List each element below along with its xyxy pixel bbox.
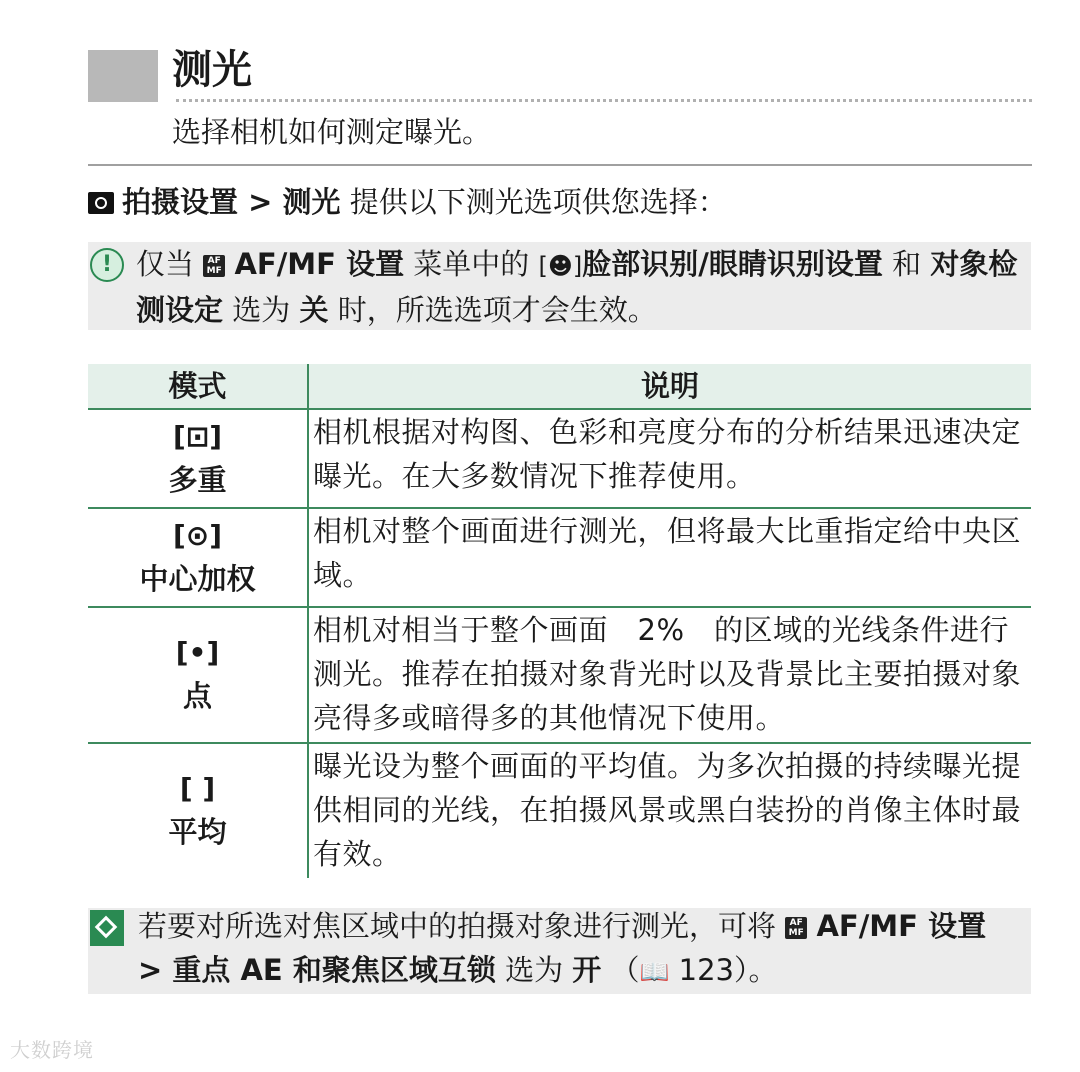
caution-box: [88, 242, 1031, 330]
table-row: [88, 608, 1031, 744]
camera-icon: [88, 192, 114, 214]
mode-name: 多重: [168, 462, 227, 497]
caution-menu-af: AF/MF 设置: [234, 247, 405, 281]
page-title: 测光: [172, 47, 252, 93]
page-subtitle: 选择相机如何测定曝光。: [172, 115, 492, 149]
af-mf-menu-icon: AF MF: [203, 255, 225, 277]
exclamation-circle-icon: !: [90, 248, 124, 282]
note-ref-open: （: [610, 953, 640, 987]
table-row: [88, 744, 1031, 878]
diamond-note-icon: [90, 910, 124, 946]
mode-cell: [88, 410, 309, 507]
caution-mid1: 菜单中的: [413, 247, 530, 281]
mode-description: 曝光设为整个画面的平均值。为多次拍摄的持续曝光提供相同的光线，在拍摄风景或黑白装扮的肖像主体时最有效。: [313, 749, 1022, 871]
center-weighted-icon: [⊙]: [172, 518, 223, 552]
note-menu-path: AF/MF 设置 > 重点 AE 和聚焦区域互锁: [138, 909, 987, 987]
note-on: 开: [572, 953, 602, 987]
page-reference-link[interactable]: 123: [678, 953, 735, 987]
caution-subject-detect: 对象检测设定: [136, 247, 1018, 327]
mode-description: 相机根据对构图、色彩和亮度分布的分析结果迅速决定曝光。在大多数情况下推荐使用。: [313, 415, 1022, 493]
section-marker: [88, 50, 158, 102]
face-detect-icon: [☻]: [538, 252, 583, 280]
table-header-row: [88, 364, 1031, 410]
intro-menu-path: 拍摄设置 > 测光: [122, 185, 341, 219]
caution-prefix: 仅当: [136, 247, 195, 281]
intro-text: 提供以下测光选项供您选择：: [349, 185, 727, 219]
mode-name: 点: [182, 679, 212, 713]
note-box: [88, 908, 1031, 994]
average-metering-icon: [ ]: [179, 772, 216, 805]
table-row: [88, 410, 1031, 509]
mode-name: 中心加权: [139, 561, 256, 596]
mode-description: 相机对相当于整个画面 2% 的区域的光线条件进行测光。推荐在拍摄对象背光时以及背景比主要拍摄对象亮得多或暗得多的其他情况下使用。: [313, 613, 1022, 735]
multi-metering-icon: [⊡]: [172, 419, 223, 453]
caution-off: 关: [299, 293, 329, 327]
caution-suffix: 时，所选选项才会生效。: [337, 293, 657, 327]
section-divider: [88, 164, 1032, 166]
mode-name: 平均: [168, 815, 227, 849]
watermark: 大数跨境: [10, 1038, 94, 1062]
metering-modes-table: [88, 364, 1031, 878]
mode-cell: [88, 608, 309, 742]
caution-text: [136, 242, 1026, 332]
table-row: [88, 509, 1031, 608]
note-text: [138, 904, 1018, 994]
spot-metering-icon: [•]: [175, 636, 220, 669]
mode-cell: [88, 509, 309, 606]
caution-and: 和: [892, 247, 922, 281]
mode-cell: [88, 744, 309, 878]
title-dotted-divider: [176, 99, 1032, 102]
mode-description: 相机对整个画面进行测光，但将最大比重指定给中央区域。: [313, 514, 1022, 592]
note-mid: 选为: [505, 953, 564, 987]
intro-paragraph: [88, 180, 727, 224]
note-prefix: 若要对所选对焦区域中的拍摄对象进行测光，可将: [138, 909, 777, 943]
header-mode: 模式: [88, 364, 309, 408]
caution-face-setting: 脸部识别/眼睛识别设置: [582, 247, 883, 281]
header-description: 说明: [640, 369, 699, 403]
caution-mid2: 选为: [232, 293, 291, 327]
note-ref-close: ）。: [734, 953, 778, 987]
af-mf-menu-icon: AF MF: [785, 917, 807, 939]
book-page-icon: 📖: [639, 958, 670, 986]
